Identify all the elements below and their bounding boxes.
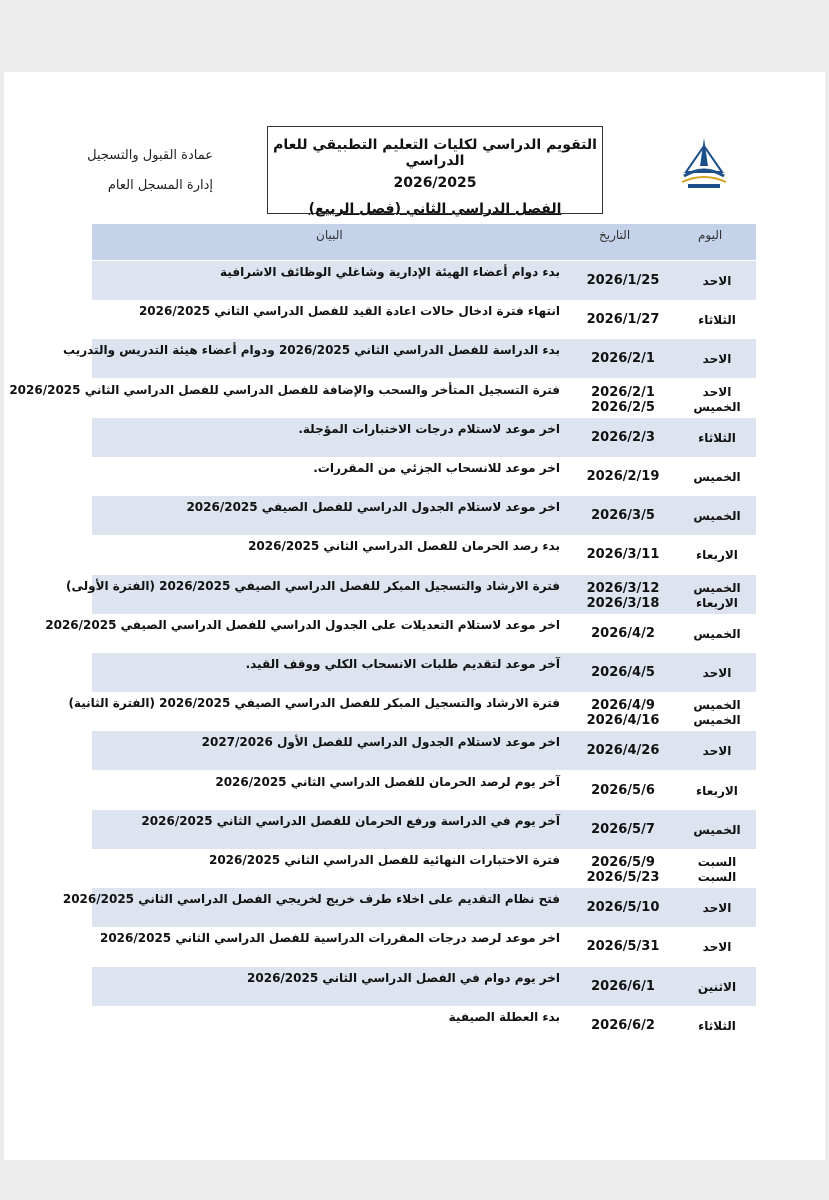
row-day xyxy=(682,901,752,916)
row-date-start: 2026/4/26 xyxy=(586,743,660,759)
row-date-start: 2026/5/9 xyxy=(591,855,655,870)
row-date-start: 2026/3/5 xyxy=(591,508,655,524)
row-day xyxy=(682,666,752,681)
office-name: عمادة القبول والتسجيل xyxy=(87,148,213,163)
row-day-start: الثلاثاء xyxy=(698,1018,736,1033)
row-date-start: 2026/1/25 xyxy=(586,273,660,288)
row-date xyxy=(574,783,672,798)
row-day xyxy=(682,313,752,328)
row-date xyxy=(574,385,672,415)
row-day-start: الاحد xyxy=(702,666,732,680)
row-date xyxy=(574,626,672,641)
column-header-description: البيان xyxy=(316,228,343,242)
table-row xyxy=(45,614,756,653)
row-description: آخر يوم لرصد الحرمان للفصل الدراسي الثاني 2026/2025 xyxy=(215,774,560,789)
row-day-start: الاربعاء xyxy=(696,548,738,563)
row-date-start: 2026/5/6 xyxy=(591,782,655,798)
table-header xyxy=(92,224,756,260)
table-row xyxy=(63,339,756,378)
page-title: التقويم الدراسي لكليات التعليم التطبيقي للعام الدراسي xyxy=(273,137,597,169)
row-day-end: الاربعاء xyxy=(696,595,738,610)
table-row xyxy=(92,300,756,339)
row-day-start: الاحد xyxy=(702,384,732,399)
row-day xyxy=(682,627,752,642)
row-day-start: الخميس xyxy=(693,509,741,524)
row-day xyxy=(682,385,752,415)
document-page xyxy=(4,72,825,1160)
row-description: آخر يوم في الدراسة ورفع الحرمان للفصل الدراسي الثاني 2026/2025 xyxy=(141,813,560,828)
row-description: اخر موعد للانسحاب الجزئي من المقررات. xyxy=(313,461,560,475)
row-day-start: الثلاثاء xyxy=(698,430,736,445)
row-description: بدء العطلة الصيفية xyxy=(448,1009,560,1024)
row-description: فترة التسجيل المتأخر والسحب والإضافة للفصل الدراسي للفصل الدراسي الثاني 2026/2025 xyxy=(9,382,560,397)
row-date-start: 2026/4/5 xyxy=(591,665,655,680)
table-row xyxy=(92,418,756,457)
table-row xyxy=(62,888,756,927)
row-date xyxy=(574,979,672,994)
row-day xyxy=(682,581,752,611)
row-date xyxy=(574,508,672,523)
row-description: فترة الاختبارات النهائية للفصل الدراسي الثاني 2026/2025 xyxy=(208,853,560,867)
row-date-start: 2026/1/27 xyxy=(586,312,660,328)
row-description: اخر موعد لاستلام الجدول الدراسي للفصل الأول 2027/2026 xyxy=(201,735,560,750)
row-description: بدء الدراسة للفصل الدراسي الثاني 2026/2025 ودوام أعضاء هيئة التدريس والتدريب xyxy=(63,343,560,358)
table-row xyxy=(92,496,756,535)
row-description: فترة الارشاد والتسجيل المبكر للفصل الدراسي الصيفي 2026/2025 (الفترة الأولى) xyxy=(65,578,560,593)
row-date xyxy=(574,939,672,954)
row-date-start: 2026/2/1 xyxy=(591,351,655,367)
row-day xyxy=(682,784,752,799)
row-description: اخر موعد لاستلام الجدول الدراسي للفصل الصيفي 2026/2025 xyxy=(186,500,560,515)
row-date xyxy=(574,312,672,327)
column-header-day: اليوم xyxy=(698,228,723,242)
row-day-start: الاحد xyxy=(702,901,732,916)
row-day xyxy=(682,548,752,563)
table-row xyxy=(92,849,756,888)
table-row xyxy=(92,1006,756,1045)
table-row xyxy=(92,535,756,574)
row-date-start: 2026/6/2 xyxy=(591,1017,655,1033)
table-row xyxy=(92,771,756,810)
row-day xyxy=(682,1019,752,1034)
row-date xyxy=(574,469,672,484)
row-day-start: الاربعاء xyxy=(696,783,738,798)
row-day-start: الاثنين xyxy=(697,979,737,994)
department-name: إدارة المسجل العام xyxy=(107,178,213,193)
table-row xyxy=(68,692,756,731)
semester-title: الفصل الدراسي الثاني (فصل الربيع) xyxy=(308,201,562,217)
row-date xyxy=(574,581,672,611)
row-date xyxy=(574,900,672,915)
row-description: بدء دوام أعضاء الهيئة الإدارية وشاغلي الوظائف الاشرافية xyxy=(220,265,560,279)
row-description: انتهاء فترة ادخال حالات اعادة القيد للفصل الدراسي الثاني 2026/2025 xyxy=(138,304,560,319)
table-row xyxy=(92,731,756,770)
row-date-end: 2026/2/5 xyxy=(591,399,655,415)
row-date-start: 2026/2/19 xyxy=(586,469,660,484)
row-day xyxy=(682,470,752,485)
table-row xyxy=(65,575,756,614)
row-day-start: الثلاثاء xyxy=(698,313,736,328)
row-date-start: 2026/2/1 xyxy=(591,384,655,400)
row-date xyxy=(574,665,672,680)
row-date-start: 2026/6/1 xyxy=(591,978,655,994)
row-day xyxy=(682,744,752,759)
row-day-start: الاحد xyxy=(702,940,732,955)
row-day-start: الخميس xyxy=(693,470,741,484)
row-date xyxy=(574,743,672,758)
row-day-start: الخميس xyxy=(693,580,741,595)
table-row xyxy=(92,810,756,849)
row-date-start: 2026/5/10 xyxy=(586,900,660,916)
row-date-end: 2026/3/18 xyxy=(586,595,660,611)
institution-logo-icon xyxy=(678,134,730,194)
row-day xyxy=(682,431,752,446)
row-day-end: السبت xyxy=(697,870,737,884)
row-date xyxy=(574,822,672,837)
row-description: بدء رصد الحرمان للفصل الدراسي الثاني 2026/2025 xyxy=(248,539,560,554)
row-date-start: 2026/4/9 xyxy=(591,698,655,714)
table-row xyxy=(92,967,756,1006)
row-day-end: الخميس xyxy=(693,399,741,414)
row-date xyxy=(574,273,672,288)
column-header-date: التاريخ xyxy=(599,228,631,242)
row-day xyxy=(682,509,752,524)
row-day-start: الاحد xyxy=(702,352,732,367)
row-day-start: الاحد xyxy=(702,744,732,759)
row-date xyxy=(574,351,672,366)
row-description: اخر موعد لاستلام التعديلات على الجدول الدراسي للفصل الدراسي الصيفي 2026/2025 xyxy=(45,617,560,632)
row-date-start: 2026/4/2 xyxy=(591,625,655,641)
row-description: اخر موعد لرصد درجات المقررات الدراسية للفصل الدراسي الثاني 2026/2025 xyxy=(99,931,560,946)
row-description: فترة الارشاد والتسجيل المبكر للفصل الدراسي الصيفي 2026/2025 (الفترة الثانية) xyxy=(68,696,560,711)
row-date-start: 2026/3/12 xyxy=(586,580,660,596)
title-box xyxy=(267,126,603,217)
row-date-start: 2026/5/7 xyxy=(591,821,655,837)
table-row xyxy=(92,927,756,966)
row-date xyxy=(574,698,672,728)
row-date xyxy=(574,1018,672,1033)
row-day xyxy=(682,274,752,289)
row-day xyxy=(682,698,752,728)
row-day xyxy=(682,940,752,955)
row-date xyxy=(574,855,672,885)
row-date-end: 2026/4/16 xyxy=(586,713,660,729)
row-day xyxy=(682,823,752,838)
row-day-start: الاحد xyxy=(702,274,732,288)
row-day-end: الخميس xyxy=(693,713,741,728)
row-date xyxy=(574,547,672,562)
row-day xyxy=(682,980,752,995)
table-row xyxy=(92,261,756,300)
academic-year: 2026/2025 xyxy=(393,175,477,191)
row-day-start: الخميس xyxy=(693,626,741,641)
table-row xyxy=(92,457,756,496)
table-row xyxy=(92,653,756,692)
table-row xyxy=(9,379,756,418)
row-description: اخر يوم دوام في الفصل الدراسي الثاني 2026/2025 xyxy=(247,970,560,985)
row-description: فتح نظام التقديم على اخلاء طرف خريج لخريجي الفصل الدراسي الثاني 2026/2025 xyxy=(62,892,560,907)
row-day-start: الخميس xyxy=(693,698,741,713)
row-day xyxy=(682,855,752,885)
row-date-start: 2026/5/31 xyxy=(586,939,660,955)
row-day-start: الخميس xyxy=(693,822,741,837)
row-description: اخر موعد لاستلام درجات الاختبارات المؤجلة. xyxy=(298,421,560,436)
row-date xyxy=(574,430,672,445)
row-description: آخر موعد لتقديم طلبات الانسحاب الكلي ووقف القيد. xyxy=(245,657,560,671)
row-date-start: 2026/3/11 xyxy=(586,547,660,563)
row-day-start: السبت xyxy=(697,855,737,869)
row-date-end: 2026/5/23 xyxy=(586,870,660,885)
row-date-start: 2026/2/3 xyxy=(591,429,655,445)
row-day xyxy=(682,352,752,367)
